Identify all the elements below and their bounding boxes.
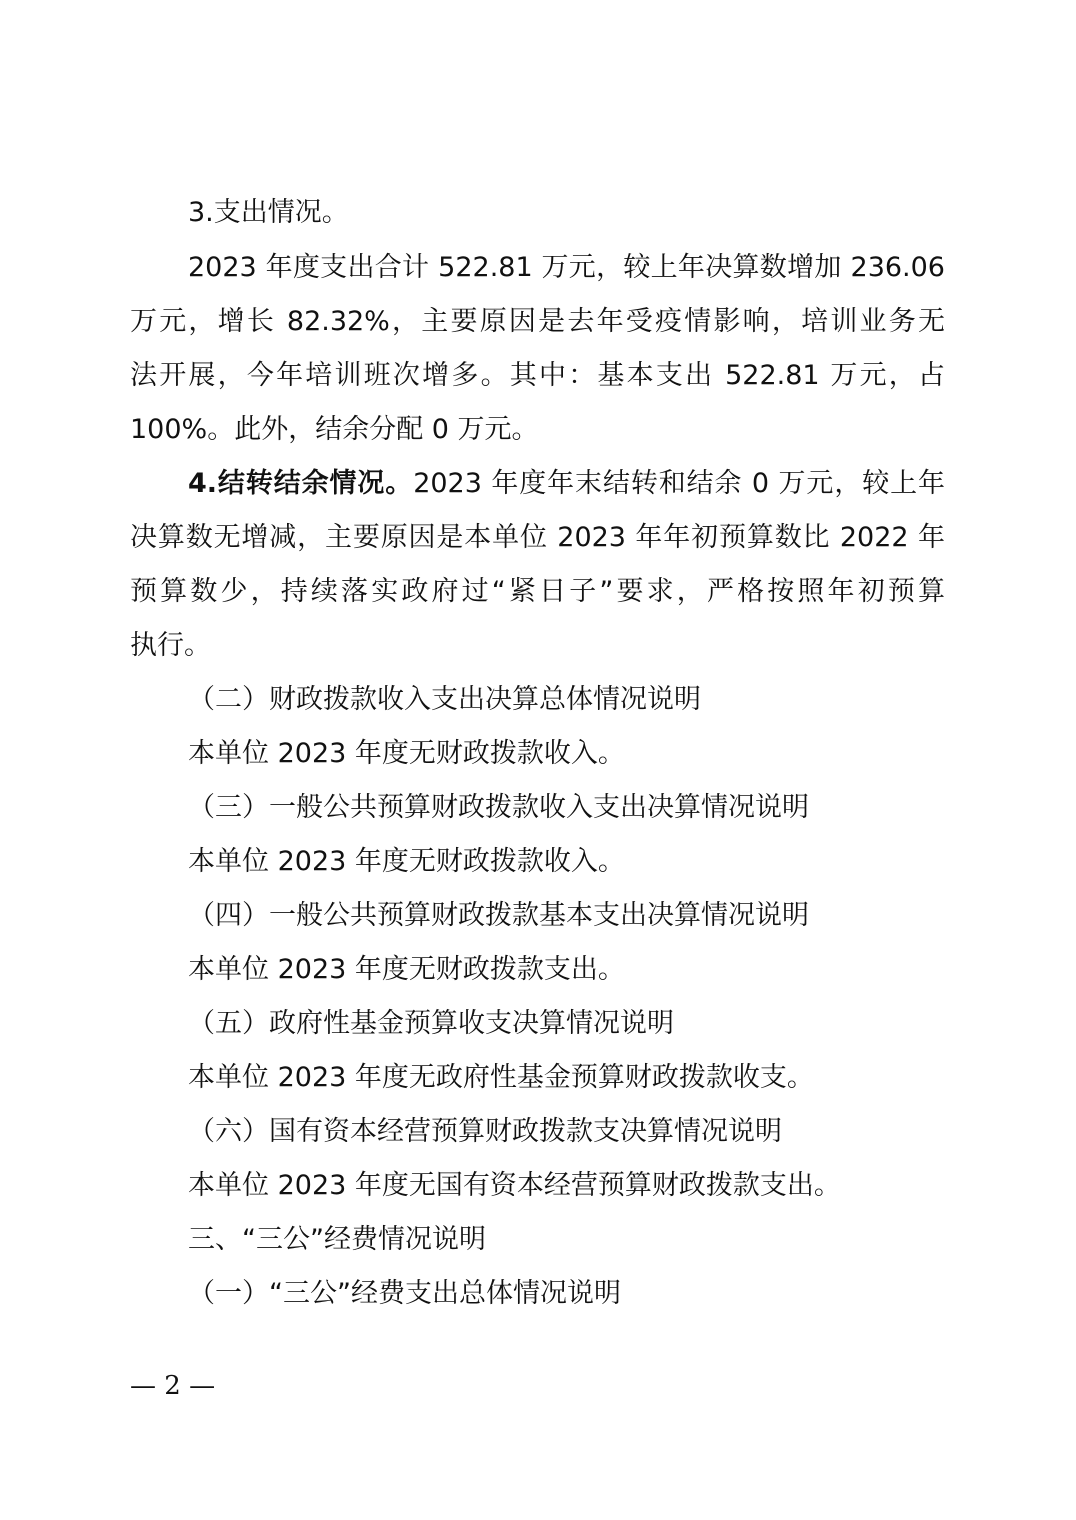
section-3-line-4: 100%。此外，结余分配 0 万元。 bbox=[130, 414, 539, 445]
subsection-2-body: 本单位 2023 年度无财政拨款收入。 bbox=[188, 738, 625, 769]
subsection-4-heading: （四）一般公共预算财政拨款基本支出决算情况说明 bbox=[188, 900, 809, 931]
subsection-4-body: 本单位 2023 年度无财政拨款支出。 bbox=[188, 954, 625, 985]
section-3-line-1: 2023 年度支出合计 522.81 万元，较上年决算数增加 236.06 bbox=[188, 252, 945, 283]
section-4-line-2: 决算数无增减，主要原因是本单位 2023 年年初预算数比 2022 年 bbox=[130, 522, 945, 553]
section-three-heading: 三、“三公”经费情况说明 bbox=[188, 1224, 486, 1255]
subsection-6-heading: （六）国有资本经营预算财政拨款支决算情况说明 bbox=[188, 1116, 782, 1147]
section-4-heading: 4.结转结余情况。 bbox=[188, 468, 414, 499]
subsection-6-body: 本单位 2023 年度无国有资本经营预算财政拨款支出。 bbox=[188, 1170, 841, 1201]
subsection-5-heading: （五）政府性基金预算收支决算情况说明 bbox=[188, 1008, 674, 1039]
page-number: — 2 — bbox=[130, 1371, 216, 1401]
subsection-3-body: 本单位 2023 年度无财政拨款收入。 bbox=[188, 846, 625, 877]
section-3-line-2: 万元，增长 82.32%，主要原因是去年受疫情影响，培训业务无 bbox=[130, 306, 945, 337]
subsection-2-heading: （二）财政拨款收入支出决算总体情况说明 bbox=[188, 684, 701, 715]
section-4-line-4: 执行。 bbox=[130, 630, 211, 661]
section-3-heading: 3.支出情况。 bbox=[188, 197, 349, 228]
section-4-line-1 bbox=[188, 466, 945, 502]
section-4-first-line-rest: 2023 年度年末结转和结余 0 万元，较上年 bbox=[413, 468, 945, 499]
subsection-3-heading: （三）一般公共预算财政拨款收入支出决算情况说明 bbox=[188, 792, 809, 823]
section-three-subheading: （一）“三公”经费支出总体情况说明 bbox=[188, 1278, 621, 1309]
subsection-5-body: 本单位 2023 年度无政府性基金预算财政拨款收支。 bbox=[188, 1062, 814, 1093]
section-4-line-3: 预算数少，持续落实政府过“紧日子”要求，严格按照年初预算 bbox=[130, 576, 945, 607]
section-3-line-3: 法开展，今年培训班次增多。其中：基本支出 522.81 万元，占 bbox=[130, 360, 945, 391]
